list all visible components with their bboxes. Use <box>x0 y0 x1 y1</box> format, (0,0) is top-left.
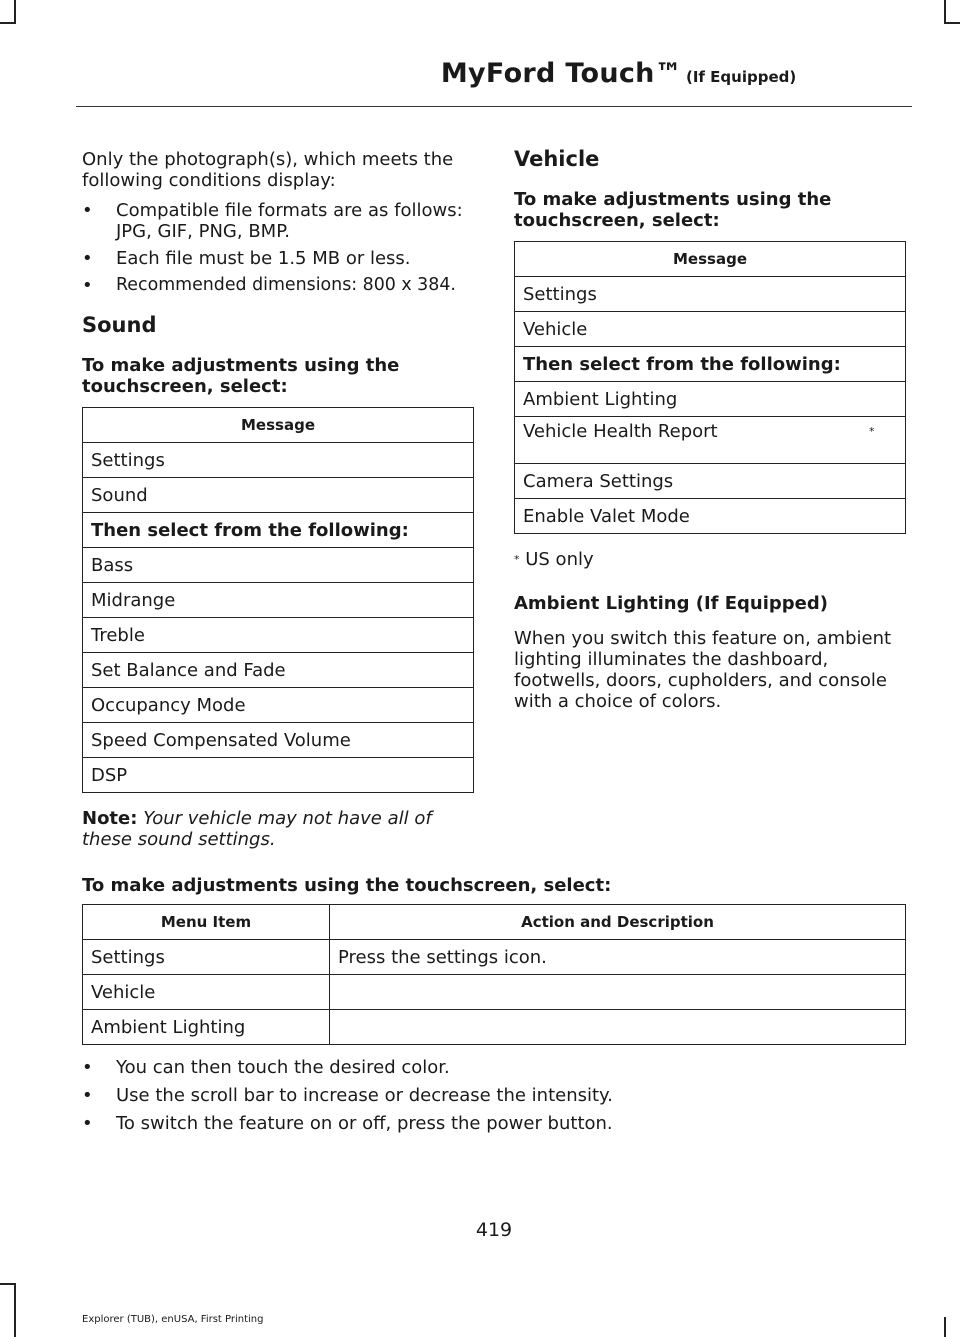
table-cell: Ambient Lighting <box>515 382 906 417</box>
table-cell: Set Balance and Fade <box>83 653 474 688</box>
table-cell: Settings <box>515 277 906 312</box>
list-item: • You can then touch the desired color. <box>82 1057 882 1079</box>
list-item: • Use the scroll bar to increase or decrease the intensity. <box>82 1085 882 1107</box>
page-title-qualifier: (If Equipped) <box>686 68 797 86</box>
header-rule <box>76 106 912 107</box>
table-header: Menu Item <box>83 905 330 940</box>
crop-mark <box>0 1283 16 1285</box>
table-cell: DSP <box>83 758 474 793</box>
ambient-instruction: To make adjustments using the touchscreen, select: <box>82 875 612 896</box>
list-item-text: You can then touch the desired color. <box>116 1057 450 1078</box>
page-footer: Explorer (TUB), enUSA, First Printing <box>82 1314 264 1325</box>
table-header-row <box>515 242 906 277</box>
table-cell: Vehicle <box>515 312 906 347</box>
footnote-marker: * <box>869 425 875 438</box>
table-row <box>83 975 906 1010</box>
page-title: MyFord Touch™ <box>440 58 682 89</box>
ambient-table <box>82 904 906 1045</box>
list-item: • Compatible file formats are as follows: JPG, GIF, PNG, BMP. <box>82 200 477 244</box>
table-row <box>515 277 906 312</box>
table-cell: Treble <box>83 618 474 653</box>
crop-mark <box>14 1283 16 1337</box>
table-cell-text: Vehicle Health Report <box>523 421 718 442</box>
table-row <box>83 723 474 758</box>
note <box>82 808 462 850</box>
table-cell: Enable Valet Mode <box>515 499 906 534</box>
table-cell: Occupancy Mode <box>83 688 474 723</box>
footnote-text: US only <box>525 549 594 570</box>
table-row <box>83 758 474 793</box>
sound-instruction: To make adjustments using the touchscreen, select: <box>82 355 400 397</box>
table-row <box>83 1010 906 1045</box>
table-row <box>83 618 474 653</box>
vehicle-table <box>514 241 906 534</box>
table-cell: Settings <box>83 940 330 975</box>
intro-text: Only the photograph(s), which meets the following conditions display: <box>82 149 454 191</box>
crop-mark <box>944 1317 946 1337</box>
ambient-heading: Ambient Lighting (If Equipped) <box>514 593 828 614</box>
page-number: 419 <box>475 1219 513 1241</box>
table-row <box>515 382 906 417</box>
list-item-text: Compatible file formats are as follows: JPG, GIF, PNG, BMP. <box>116 200 463 242</box>
section-heading-vehicle: Vehicle <box>514 147 600 171</box>
list-item: • Recommended dimensions: 800 x 384. <box>82 275 477 297</box>
table-row <box>83 583 474 618</box>
vehicle-instruction: To make adjustments using the touchscreen, select: <box>514 189 832 231</box>
table-row <box>83 653 474 688</box>
table-cell: Press the settings icon. <box>330 940 906 975</box>
table-header: Action and Description <box>330 905 906 940</box>
table-header: Message <box>515 242 906 277</box>
table-cell: Camera Settings <box>515 464 906 499</box>
list-item-text: To switch the feature on or off, press the power button. <box>116 1113 613 1134</box>
table-row <box>515 417 906 464</box>
table-cell: Settings <box>83 443 474 478</box>
table-cell: Ambient Lighting <box>83 1010 330 1045</box>
table-cell: Bass <box>83 548 474 583</box>
footnote <box>514 549 594 570</box>
table-row <box>83 513 474 548</box>
ambient-text: When you switch this feature on, ambient lighting illuminates the dashboard, footwells, doors, cupholders, and console with a choice of colors. <box>514 628 892 712</box>
crop-mark <box>944 0 946 24</box>
table-row <box>83 443 474 478</box>
table-cell <box>330 975 906 1010</box>
table-header: Message <box>83 408 474 443</box>
note-text: Your vehicle may not have all of these sound settings. <box>82 808 432 850</box>
table-row <box>515 464 906 499</box>
table-cell: Midrange <box>83 583 474 618</box>
table-row <box>515 347 906 382</box>
crop-mark <box>0 22 16 24</box>
note-label: Note: <box>82 808 138 829</box>
table-row <box>515 499 906 534</box>
list-item: • Each file must be 1.5 MB or less. <box>82 248 477 270</box>
crop-mark <box>944 22 960 24</box>
crop-mark <box>14 0 16 24</box>
table-cell <box>330 1010 906 1045</box>
section-heading-sound: Sound <box>82 313 157 337</box>
table-cell: Then select from the following: <box>515 347 906 382</box>
table-cell: Vehicle <box>83 975 330 1010</box>
table-cell: Then select from the following: <box>83 513 474 548</box>
list-item: • To switch the feature on or off, press the power button. <box>82 1113 882 1135</box>
footnote-marker: * <box>514 553 520 566</box>
list-item-text: Each file must be 1.5 MB or less. <box>116 248 411 269</box>
list-item-text: Use the scroll bar to increase or decrease the intensity. <box>116 1085 613 1106</box>
table-cell: Speed Compensated Volume <box>83 723 474 758</box>
table-row <box>515 312 906 347</box>
table-row <box>83 548 474 583</box>
table-header-row <box>83 905 906 940</box>
table-header-row <box>83 408 474 443</box>
table-row <box>83 688 474 723</box>
table-cell <box>515 417 906 464</box>
table-cell: Sound <box>83 478 474 513</box>
table-row <box>83 940 906 975</box>
list-item-text: Recommended dimensions: 800 x 384. <box>116 275 456 295</box>
sound-table <box>82 407 474 793</box>
table-row <box>83 478 474 513</box>
